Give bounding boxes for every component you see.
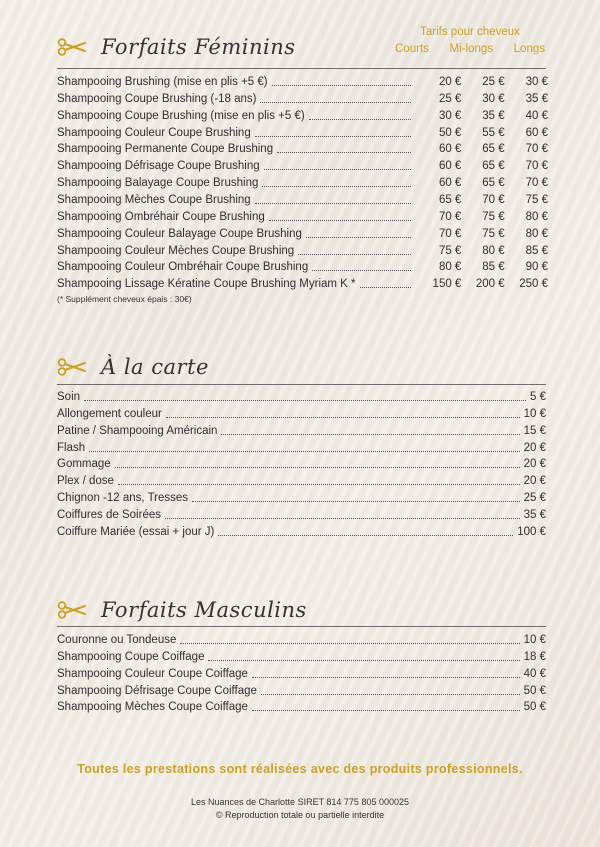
price-row <box>57 276 415 292</box>
price-row <box>57 683 546 699</box>
price-columns <box>418 175 548 191</box>
service-label: Shampooing Défrisage Coupe Brushing <box>57 160 260 173</box>
service-price: 25 € <box>523 492 546 505</box>
price-row <box>57 423 546 439</box>
service-label: Plex / dose <box>57 475 114 488</box>
dot-leader <box>118 484 520 485</box>
dot-leader <box>312 270 411 271</box>
price-mi-longs: 55 € <box>482 126 505 139</box>
price-row <box>57 74 415 90</box>
price-courts: 60 € <box>438 177 462 190</box>
price-row <box>57 456 546 472</box>
column-header-courts: Courts <box>395 43 429 55</box>
dot-leader <box>306 237 411 238</box>
price-courts: 75 € <box>438 244 462 257</box>
service-price: 18 € <box>523 650 546 663</box>
price-mi-longs: 65 € <box>482 160 505 173</box>
dot-leader <box>262 186 411 187</box>
dot-leader <box>360 287 411 288</box>
price-longs: 90 € <box>525 261 548 274</box>
price-row <box>57 666 546 682</box>
dot-leader <box>252 710 520 711</box>
price-longs: 35 € <box>525 92 548 105</box>
dot-leader <box>264 169 411 170</box>
column-header-mi-longs: Mi-longs <box>449 43 493 55</box>
price-longs: 250 € <box>519 278 548 291</box>
service-label: Allongement couleur <box>57 407 162 420</box>
price-row <box>57 473 546 489</box>
service-label: Shampooing Coupe Brushing (-18 ans) <box>57 92 257 105</box>
section-title-text: À la carte <box>101 355 209 379</box>
price-row <box>57 91 415 107</box>
dot-leader <box>165 518 520 519</box>
dot-leader <box>277 152 411 153</box>
service-label: Shampooing Couleur Coupe Coiffage <box>57 667 248 680</box>
price-mi-longs: 35 € <box>482 109 505 122</box>
dot-leader <box>208 660 519 661</box>
dot-leader <box>84 400 526 401</box>
service-label: Shampooing Permanente Coupe Brushing <box>57 143 274 156</box>
dot-leader <box>89 451 519 452</box>
column-header-longs: Longs <box>513 43 545 55</box>
service-price: 20 € <box>523 475 546 488</box>
price-columns <box>418 141 548 157</box>
dot-leader <box>221 434 519 435</box>
dot-leader <box>269 220 411 221</box>
price-columns <box>418 108 548 124</box>
price-row <box>57 209 415 225</box>
tarif-header <box>395 26 545 55</box>
dot-leader <box>115 467 520 468</box>
section-title-text: Forfaits Féminins <box>101 35 296 59</box>
service-price: 20 € <box>523 441 546 454</box>
price-row <box>57 649 546 665</box>
footer-siret: Les Nuances de Charlotte SIRET 814 775 805 000025 <box>191 797 409 807</box>
price-courts: 70 € <box>438 227 462 240</box>
price-longs: 60 € <box>525 126 548 139</box>
price-longs: 75 € <box>525 193 548 206</box>
price-columns <box>418 226 548 242</box>
dot-leader <box>309 119 411 120</box>
price-row <box>57 699 546 715</box>
service-label: Shampooing Couleur Ombréhair Coupe Brushing <box>57 261 309 274</box>
service-label: Flash <box>57 441 86 454</box>
section-divider <box>57 626 546 627</box>
section-divider <box>57 384 546 385</box>
dot-leader <box>260 102 411 103</box>
price-longs: 70 € <box>525 160 548 173</box>
service-price: 100 € <box>517 525 546 538</box>
price-row <box>57 192 415 208</box>
dot-leader <box>298 254 411 255</box>
service-price: 35 € <box>523 508 546 521</box>
price-courts: 25 € <box>438 92 462 105</box>
service-label: Chignon -12 ans, Tresses <box>57 492 189 505</box>
price-columns <box>418 125 548 141</box>
price-longs: 80 € <box>525 210 548 223</box>
price-courts: 60 € <box>438 160 462 173</box>
footer-copyright: © Reproduction totale ou partielle interdite <box>215 810 385 820</box>
price-mi-longs: 70 € <box>482 193 505 206</box>
price-row <box>57 507 546 523</box>
service-label: Shampooing Mèches Coupe Coiffage <box>57 701 248 714</box>
price-row <box>57 524 546 540</box>
section-divider <box>57 68 546 69</box>
dot-leader <box>255 203 411 204</box>
service-label: Gommage <box>57 458 111 471</box>
dot-leader <box>261 694 520 695</box>
price-courts: 65 € <box>438 193 462 206</box>
service-price: 15 € <box>523 424 546 437</box>
price-row <box>57 490 546 506</box>
price-courts: 150 € <box>432 278 462 291</box>
service-price: 10 € <box>523 407 546 420</box>
price-row <box>57 440 546 456</box>
service-label: Shampooing Coupe Coiffage <box>57 650 205 663</box>
footnote: (* Supplément cheveux épais : 30€) <box>57 294 192 304</box>
service-label: Soin <box>57 391 81 403</box>
price-columns <box>418 91 548 107</box>
price-row <box>57 108 415 124</box>
price-row <box>57 175 415 191</box>
service-label: Coiffure Mariée (essai + jour J) <box>57 525 215 538</box>
price-row <box>57 389 546 405</box>
service-label: Couronne ou Tondeuse <box>57 634 177 646</box>
service-price: 5 € <box>530 391 546 403</box>
scissors-icon <box>57 358 87 376</box>
service-label: Shampooing Ombréhair Coupe Brushing <box>57 210 265 223</box>
price-longs: 70 € <box>525 143 548 156</box>
price-courts: 80 € <box>438 261 462 274</box>
footer-statement: Toutes les prestations sont réalisées avec des produits professionnels. <box>77 762 523 776</box>
section-title-text: Forfaits Masculins <box>101 598 307 622</box>
service-price: 40 € <box>523 667 546 680</box>
scissors-icon <box>57 38 87 56</box>
service-label: Shampooing Lissage Kératine Coupe Brushing Myriam K * <box>57 278 356 291</box>
service-label: Shampooing Brushing (mise en plis +5 €) <box>57 76 268 88</box>
price-courts: 20 € <box>438 76 462 88</box>
price-row <box>57 406 546 422</box>
price-mi-longs: 65 € <box>482 177 505 190</box>
service-price: 50 € <box>523 701 546 714</box>
service-label: Shampooing Mèches Coupe Brushing <box>57 193 251 206</box>
price-row <box>57 158 415 174</box>
price-courts: 30 € <box>438 109 462 122</box>
price-row <box>57 141 415 157</box>
section-title-carte <box>57 355 209 379</box>
price-longs: 30 € <box>525 76 548 88</box>
tarif-header-title: Tarifs pour cheveux <box>420 26 520 38</box>
service-label: Shampooing Coupe Brushing (mise en plis +5 €) <box>57 109 305 122</box>
dot-leader <box>252 677 520 678</box>
dot-leader <box>166 417 520 418</box>
price-courts: 70 € <box>438 210 462 223</box>
price-row <box>57 226 415 242</box>
price-mi-longs: 75 € <box>482 210 505 223</box>
price-longs: 85 € <box>525 244 548 257</box>
service-label: Shampooing Défrisage Coupe Coiffage <box>57 684 257 697</box>
service-price: 50 € <box>523 684 546 697</box>
dot-leader <box>255 136 411 137</box>
section-title-feminins <box>57 35 296 59</box>
dot-leader <box>180 643 519 644</box>
price-mi-longs: 25 € <box>482 76 505 88</box>
price-mi-longs: 200 € <box>475 278 505 291</box>
price-row <box>57 259 415 275</box>
price-columns <box>418 192 548 208</box>
price-mi-longs: 85 € <box>482 261 505 274</box>
service-price: 20 € <box>523 458 546 471</box>
price-longs: 40 € <box>525 109 548 122</box>
price-mi-longs: 65 € <box>482 143 505 156</box>
service-label: Patine / Shampooing Américain <box>57 424 218 437</box>
dot-leader <box>192 501 520 502</box>
price-columns <box>418 209 548 225</box>
price-longs: 80 € <box>525 227 548 240</box>
dot-leader <box>218 535 513 536</box>
section-title-masculins <box>57 598 307 622</box>
price-columns <box>418 259 548 275</box>
price-mi-longs: 30 € <box>482 92 505 105</box>
service-label: Shampooing Balayage Coupe Brushing <box>57 177 259 190</box>
price-row <box>57 632 546 648</box>
price-mi-longs: 75 € <box>482 227 505 240</box>
service-label: Shampooing Couleur Mèches Coupe Brushing <box>57 244 295 257</box>
dot-leader <box>272 85 411 86</box>
service-label: Shampooing Couleur Coupe Brushing <box>57 126 251 139</box>
price-columns <box>418 74 548 90</box>
price-columns <box>418 243 548 259</box>
price-courts: 50 € <box>438 126 462 139</box>
price-columns <box>418 276 548 292</box>
price-columns <box>418 158 548 174</box>
service-price: 10 € <box>523 634 546 646</box>
price-longs: 70 € <box>525 177 548 190</box>
price-row <box>57 125 415 141</box>
service-label: Coiffures de Soirées <box>57 508 161 521</box>
price-mi-longs: 80 € <box>482 244 505 257</box>
service-label: Shampooing Couleur Balayage Coupe Brushing <box>57 227 302 240</box>
scissors-icon <box>57 601 87 619</box>
price-courts: 60 € <box>438 143 462 156</box>
price-row <box>57 243 415 259</box>
